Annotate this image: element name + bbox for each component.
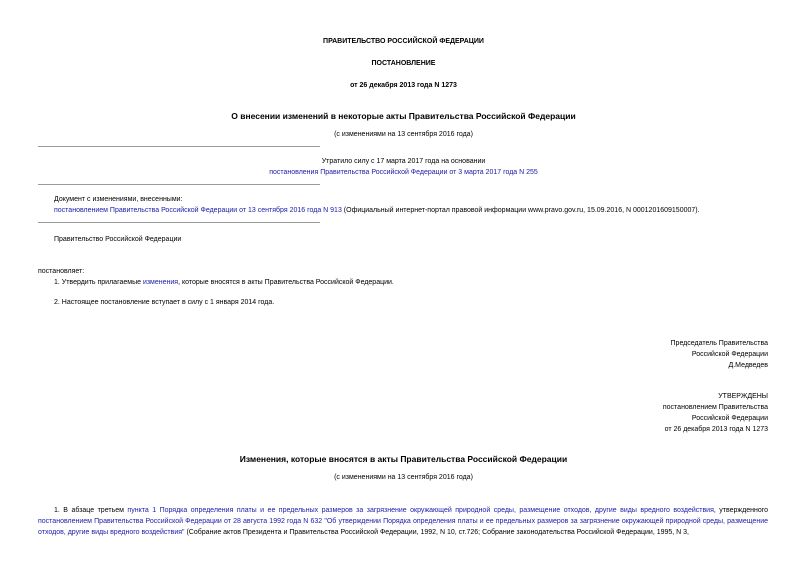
lost-force-link-line xyxy=(0,169,807,178)
signature-line-1: Председатель Правительства xyxy=(670,340,768,347)
item-1-suffix: , которые вносятся в акты Правительства Российской Федерации. xyxy=(178,279,394,286)
document-date-number: от 26 декабря 2013 года N 1273 xyxy=(350,82,457,89)
signature-line-2: Российской Федерации xyxy=(691,351,768,358)
amendments-intro: Документ с изменениями, внесенными: xyxy=(54,196,183,203)
resolution-632-link[interactable]: постановлением Правительства Российской Федерации от 28 августа 1992 года N 632 "Об утверждении Порядка определения платы и ее предельных размеров за загрязнение окружающей природной среды, размещение отходов, другие виды вредного воздействия" xyxy=(38,518,768,536)
paragraph-1-suffix: (Собрание актов Президента и Правительства Российской Федерации, 1992, N 10, ст.726; Собрание законодательства Российской Федерации, 1995, N 3, xyxy=(184,529,690,536)
divider xyxy=(38,184,320,185)
lost-force-link[interactable]: постановления Правительства Российской Федерации от 3 марта 2017 года N 255 xyxy=(269,169,538,176)
amendments-line xyxy=(54,207,700,216)
approved-line-3: Российской Федерации xyxy=(691,415,768,422)
amendment-link[interactable]: постановлением Правительства Российской Федерации от 13 сентября 2016 года N 913 xyxy=(54,207,342,214)
decides: постановляет: xyxy=(38,268,85,275)
item-2: 2. Настоящее постановление вступает в силу с 1 января 2014 года. xyxy=(54,299,275,306)
signature-name: Д.Медведев xyxy=(728,362,768,369)
changes-link[interactable]: изменения xyxy=(142,279,179,286)
changes-title: Изменения, которые вносятся в акты Правительства Российской Федерации xyxy=(239,454,568,464)
issuer: Правительство Российской Федерации xyxy=(54,236,182,243)
document-title: О внесении изменений в некоторые акты Правительства Российской Федерации xyxy=(231,111,576,121)
changes-paragraph-1 xyxy=(38,505,768,538)
paragraph-1-middle: , утвержденного xyxy=(713,507,769,514)
item-1-prefix: 1. Утвердить прилагаемые xyxy=(54,279,143,286)
procedure-link[interactable]: пункта 1 Порядка определения платы и ее предельных размеров за загрязнение окружающей природной среды, размещение отходов, другие виды вредного воздействия xyxy=(127,507,714,514)
changes-revision-note: (с изменениями на 13 сентября 2016 года) xyxy=(334,474,473,481)
paragraph-1-prefix: 1. В абзаце третьем xyxy=(54,507,128,514)
revision-note: (с изменениями на 13 сентября 2016 года) xyxy=(334,131,473,138)
document-type: ПОСТАНОВЛЕНИЕ xyxy=(371,60,436,67)
lost-force-text: Утратило силу с 17 марта 2017 года на основании xyxy=(321,158,486,165)
amendment-source: (Официальный интернет-портал правовой информации www.pravo.gov.ru, 15.09.2016, N 0001201609150007). xyxy=(341,207,700,214)
approved-line-2: постановлением Правительства xyxy=(662,404,768,411)
approved-line-4: от 26 декабря 2013 года N 1273 xyxy=(664,426,768,433)
divider xyxy=(38,222,320,223)
divider xyxy=(38,146,320,147)
item-1 xyxy=(54,279,394,288)
approved-line-1: УТВЕРЖДЕНЫ xyxy=(718,393,768,400)
government-heading: ПРАВИТЕЛЬСТВО РОССИЙСКОЙ ФЕДЕРАЦИИ xyxy=(323,38,484,45)
